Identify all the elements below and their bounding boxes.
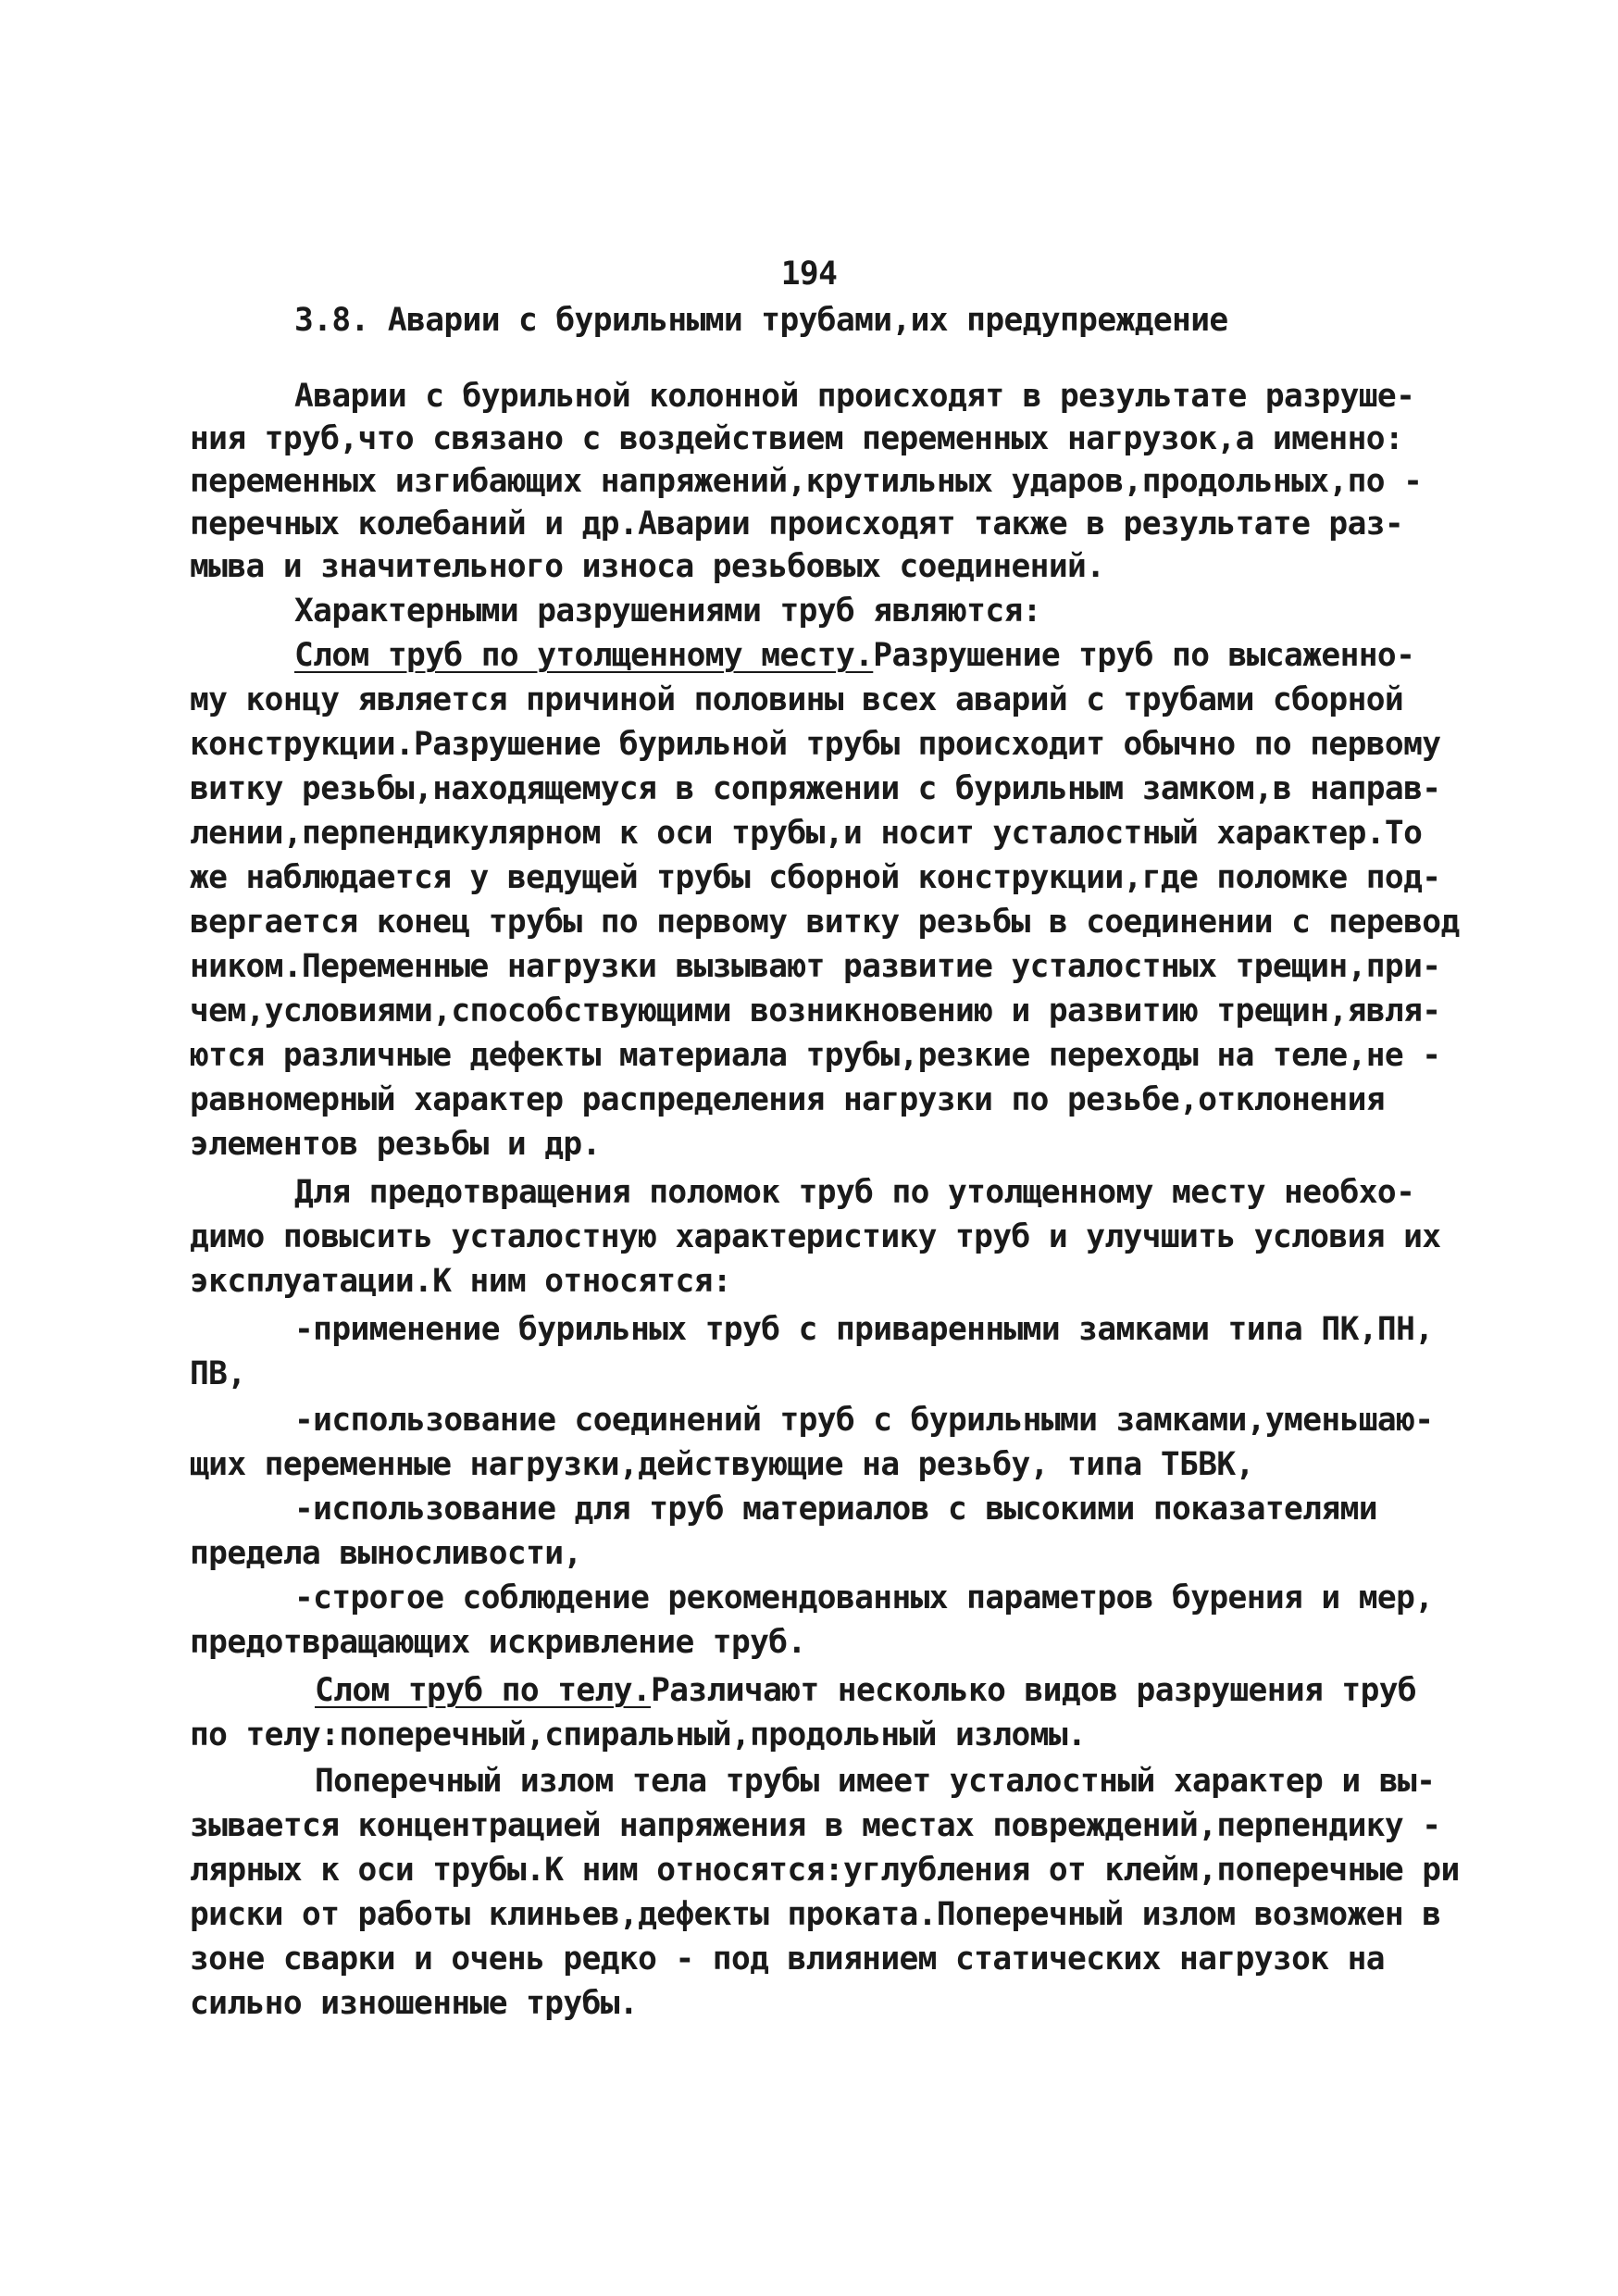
paragraph-text: Разрушение труб по высаженно-: [873, 637, 1415, 674]
paragraph-line: ния труб,что связано с воздействием переменных нагрузок,а именно:: [190, 420, 1404, 457]
paragraph-line: Аварии с бурильной колонной происходят в результате разрушe-: [294, 378, 1415, 415]
list-item: -использование для труб материалов с высокими показателями: [294, 1491, 1377, 1528]
paragraph-line: зоне сварки и очень редко - под влиянием статических нагрузок на: [190, 1940, 1385, 1978]
paragraph-line: же наблюдается у ведущей трубы сборной конструкции,где поломке под-: [190, 859, 1441, 896]
paragraph-line: Для предотвращения поломок труб по утолщенному месту необхо-: [294, 1174, 1415, 1211]
paragraph-line: му концу является причиной половины всех аварий с трубами сборной: [190, 681, 1404, 718]
paragraph-line: риски от работы клиньев,дефекты проката.Поперечный излом возможен в: [190, 1896, 1441, 1933]
paragraph-line: Характерными разрушениями труб являются:: [294, 593, 1041, 630]
paragraph-line: [294, 633, 1414, 678]
subheading-body-break: Слом труб по телу.: [315, 1672, 652, 1709]
list-item-continuation: предела выносливости,: [190, 1535, 582, 1572]
paragraph-line: эксплуатации.К ним относятся:: [190, 1263, 731, 1300]
paragraph-line: мыва и значительного износа резьбовых соединений.: [190, 548, 1105, 585]
paragraph-line: зывается концентрацией напряжения в местах повреждений,перпендику -: [190, 1807, 1441, 1844]
paragraph-text: Различают несколько видов разрушения труб: [651, 1672, 1417, 1709]
paragraph-line: по телу:поперечный,спиральный,продольный изломы.: [190, 1716, 1087, 1753]
paragraph-line: Поперечный излом тела трубы имеет усталостный характер и вы-: [315, 1763, 1436, 1800]
list-item-continuation: предотвращающих искривление труб.: [190, 1624, 806, 1661]
subheading-thickened-break: Слом труб по утолщенному месту.: [294, 637, 874, 674]
paragraph-line: элементов резьбы и др.: [190, 1126, 601, 1163]
page-number: 194: [780, 256, 838, 293]
paragraph-line: лении,перпендикулярном к оси трубы,и носит усталостный характер.То: [190, 815, 1423, 852]
paragraph-line: вергается конец трубы по первому витку резьбы в соединении с перевод: [190, 904, 1460, 941]
list-item: -строгое соблюдение рекомендованных параметров бурения и мер,: [294, 1579, 1434, 1616]
paragraph-line: [315, 1668, 1416, 1713]
paragraph-line: ются различные дефекты материала трубы,резкие переходы на теле,не -: [190, 1037, 1441, 1074]
list-item-continuation: ПВ,: [190, 1355, 246, 1392]
list-item: -использование соединений труб с бурильными замками,уменьшаю-: [294, 1402, 1434, 1439]
paragraph-line: димо повысить усталостную характеристику труб и улучшить условия их: [190, 1218, 1441, 1255]
list-item-continuation: щих переменные нагрузки,действующие на резьбу, типа ТБВК,: [190, 1446, 1254, 1483]
paragraph-line: сильно изношенные трубы.: [190, 1985, 639, 2022]
paragraph-line: лярных к оси трубы.К ним относятся:углубления от клейм,поперечные ри: [190, 1852, 1460, 1889]
list-item: -применение бурильных труб с приваренными замками типа ПК,ПН,: [294, 1311, 1434, 1348]
section-title: 3.8. Аварии с бурильными трубами,их предупреждение: [294, 302, 1228, 339]
paragraph-line: переменных изгибающих напряжений,крутильных ударов,продольных,по -: [190, 463, 1423, 500]
paragraph-line: витку резьбы,находящемуся в сопряжении с бурильным замком,в направ-: [190, 770, 1441, 807]
paragraph-line: чем,условиями,способствующими возникновению и развитию трещин,явля-: [190, 992, 1441, 1029]
paragraph-line: ником.Переменные нагрузки вызывают развитие усталостных трещин,при-: [190, 948, 1441, 985]
paragraph-line: конструкции.Разрушение бурильной трубы происходит обычно по первому: [190, 726, 1441, 763]
paragraph-line: равномерный характер распределения нагрузки по резьбе,отклонения: [190, 1081, 1385, 1118]
paragraph-line: перечных колебаний и др.Аварии происходят также в результате раз-: [190, 505, 1404, 543]
